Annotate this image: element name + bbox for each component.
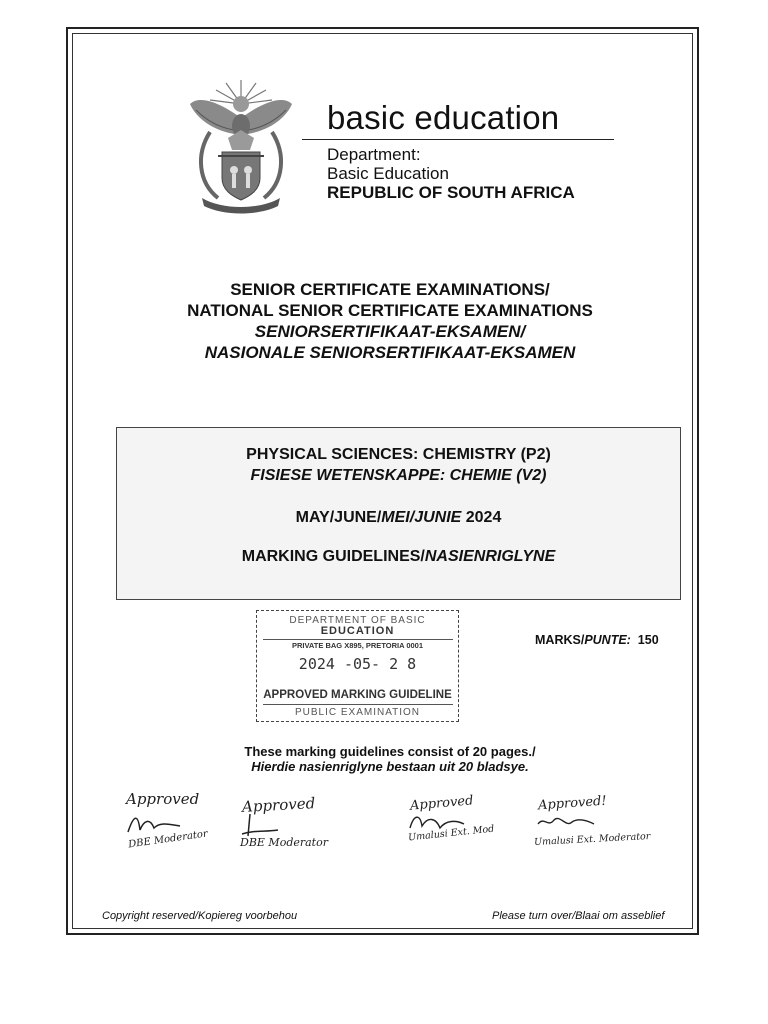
stamp-address: PRIVATE BAG X895, PRETORIA 0001 [291,641,423,650]
signature-umalusi-ext-mod: Approved Umalusi Ext. Mod [407,793,495,844]
department-line: Department: [327,145,421,164]
signature-umalusi-ext-moderator: Approved! Umalusi Ext. Moderator [533,793,651,849]
footer-copyright: Copyright reserved/Kopiereg voorbehou [102,910,298,922]
stamp-unit: EDUCATION [320,625,395,637]
marks-value: 150 [637,633,659,647]
footer-turn-over: Please turn over/Blaai om asseblief [492,910,665,922]
exam-session: MAY/JUNE/MEI/JUNIE 2024 [295,509,502,526]
exam-title-line: SENIOR CERTIFICATE EXAMINATIONS/ [230,280,550,299]
stamp-date: 2024 -05- 2 8 [298,655,417,673]
subject-title-en: PHYSICAL SCIENCES: CHEMISTRY (P2) [246,446,551,463]
exam-title-line: SENIORSERTIFIKAAT-EKSAMEN/ [254,322,526,341]
exam-title-line: NASIONALE SENIORSERTIFIKAAT-EKSAMEN [204,343,576,362]
exam-titles [100,279,680,363]
stamp-scope: PUBLIC EXAMINATION [294,707,421,718]
signature-dbe-moderator-1: Approved DBE Moderator [126,790,209,851]
department-block [327,145,575,202]
brand-rule [302,139,614,140]
subject-title-af: FISIESE WETENSKAPPE: CHEMIE (V2) [250,467,547,484]
approval-stamp [256,610,459,722]
stamp-approval: APPROVED MARKING GUIDELINE [263,689,452,701]
country-line: REPUBLIC OF SOUTH AFRICA [327,183,575,202]
subject-box [116,427,681,600]
signature-scribble-icon [536,812,596,832]
total-marks: MARKS/PUNTE: 150 [535,633,659,647]
exam-title-line: NATIONAL SENIOR CERTIFICATE EXAMINATIONS [187,301,593,320]
signature-scribble-icon [240,812,280,838]
signature-dbe-moderator-2: Approved DBE Moderator [240,794,328,849]
department-line: Basic Education [327,164,449,183]
stamp-org: DEPARTMENT OF BASIC [289,615,426,626]
coat-of-arms-icon [182,74,300,216]
page-count-note: These marking guidelines consist of 20 pages./ Hierdie nasienriglyne bestaan uit 20 bladsye. [244,744,536,774]
brand-wordmark: basic education [327,99,560,136]
marking-guidelines-heading: MARKING GUIDELINES/NASIENRIGLYNE [241,548,556,565]
